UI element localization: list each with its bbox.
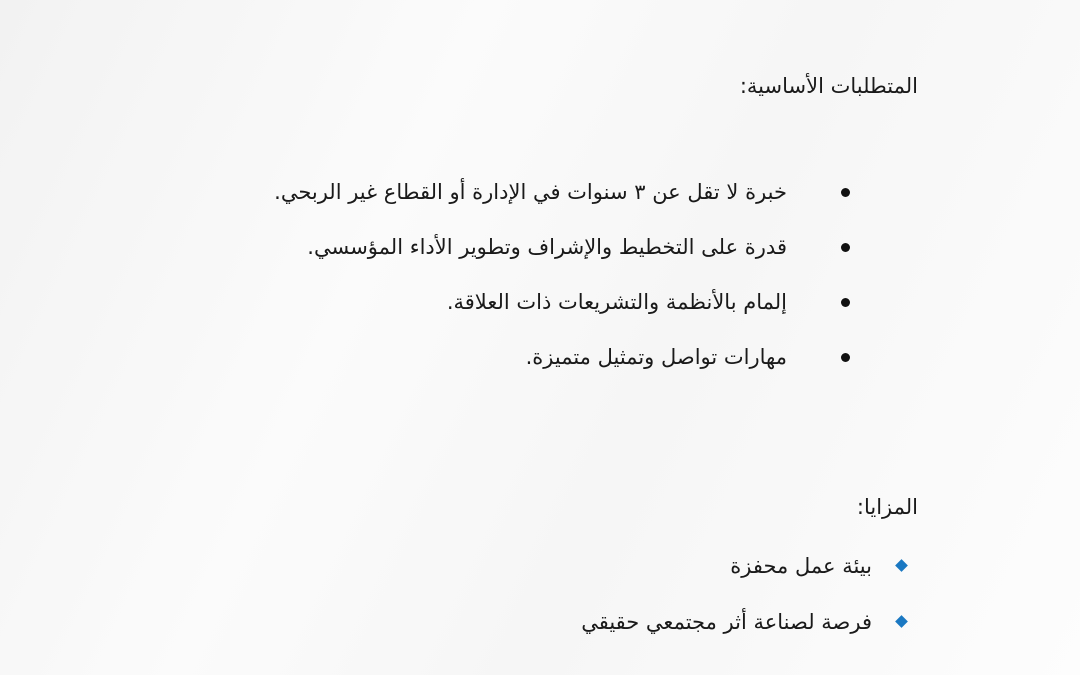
list-item [274, 285, 850, 340]
requirement-text: إلمام بالأنظمة والتشريعات ذات العلاقة. [446, 290, 787, 314]
bullet-dot-icon [841, 353, 850, 362]
list-item [274, 340, 850, 395]
requirements-heading: المتطلبات الأساسية: [739, 74, 918, 98]
advantage-text: فرصة لصناعة أثر مجتمعي حقيقي [581, 610, 872, 634]
list-item [274, 175, 850, 230]
bullet-dot-icon [841, 298, 850, 307]
advantage-text: بيئة عمل محفزة [730, 554, 872, 578]
requirement-text: مهارات تواصل وتمثيل متميزة. [525, 345, 787, 369]
list-item [274, 230, 850, 285]
bullet-dot-icon [841, 243, 850, 252]
list-item [581, 605, 906, 661]
diamond-bullet-icon [895, 615, 908, 628]
diamond-bullet-icon [895, 559, 908, 572]
bullet-dot-icon [841, 188, 850, 197]
list-item [581, 549, 906, 605]
requirement-text: قدرة على التخطيط والإشراف وتطوير الأداء المؤسسي. [307, 235, 787, 259]
requirements-list [274, 175, 850, 395]
advantages-heading: المزايا: [856, 495, 918, 519]
requirement-text: خبرة لا تقل عن ٣ سنوات في الإدارة أو القطاع غير الربحي. [274, 180, 787, 204]
advantages-list [581, 549, 906, 661]
